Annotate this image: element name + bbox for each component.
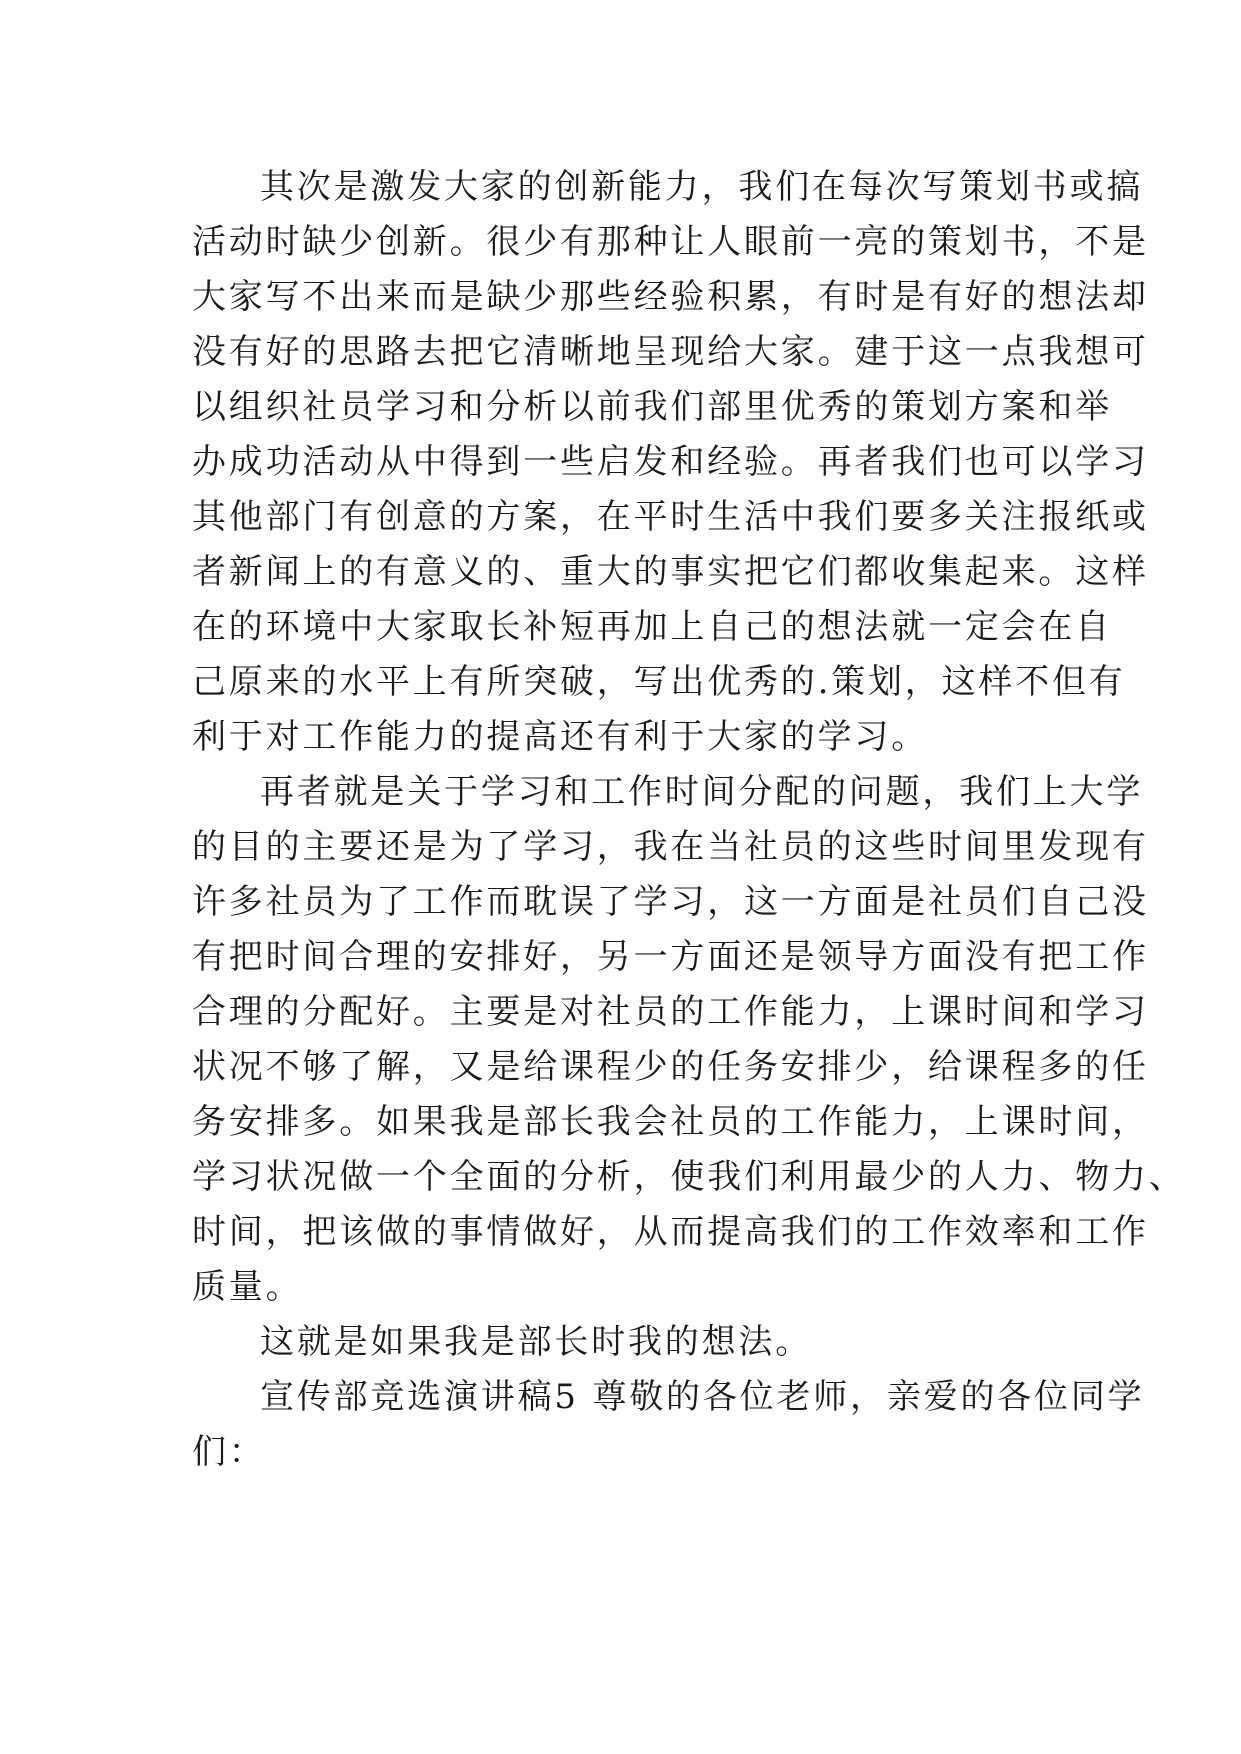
text-line: 许多社员为了工作而耽误了学习，这一方面是社员们自己没: [192, 882, 1149, 922]
document-body: [192, 160, 1186, 1480]
text-line: 在的环境中大家取长补短再加上自己的想法就一定会在自: [192, 607, 1112, 647]
text-line: 办成功活动从中得到一些启发和经验。再者我们也可以学习: [192, 442, 1149, 482]
text-line: 己原来的水平上有所突破，写出优秀的.策划，这样不但有: [192, 662, 1126, 702]
text-line: 学习状况做一个全面的分析，使我们利用最少的人力、物力、: [192, 1157, 1186, 1197]
text-line: 宣传部竞选演讲稿5 尊敬的各位老师，亲爱的各位同学: [260, 1377, 1145, 1417]
text-line: 再者就是关于学习和工作时间分配的问题，我们上大学: [260, 772, 1144, 812]
text-line: 大家写不出来而是缺少那些经验积累，有时是有好的想法却: [192, 277, 1149, 317]
text-line: 活动时缺少创新。很少有那种让人眼前一亮的策划书，不是: [192, 222, 1149, 262]
text-line: 合理的分配好。主要是对社员的工作能力，上课时间和学习: [192, 992, 1149, 1032]
text-line: 其次是激发大家的创新能力，我们在每次写策划书或搞: [260, 167, 1144, 207]
text-line: 没有好的思路去把它清晰地呈现给大家。建于这一点我想可: [192, 332, 1149, 372]
text-line: 以组织社员学习和分析以前我们部里优秀的策划方案和举: [192, 387, 1112, 427]
text-line: 时间，把该做的事情做好，从而提高我们的工作效率和工作: [192, 1212, 1149, 1252]
text-line: 这就是如果我是部长时我的想法。: [260, 1322, 812, 1362]
text-line: 质量。: [192, 1267, 303, 1307]
text-line: 们：: [192, 1432, 266, 1472]
text-line: 有把时间合理的安排好，另一方面还是领导方面没有把工作: [192, 937, 1149, 977]
text-line: 状况不够了解，又是给课程少的任务安排少，给课程多的任: [192, 1047, 1149, 1087]
text-line: 者新闻上的有意义的、重大的事实把它们都收集起来。这样: [192, 552, 1149, 592]
text-line: 利于对工作能力的提高还有利于大家的学习。: [192, 717, 928, 757]
text-line: 其他部门有创意的方案，在平时生活中我们要多关注报纸或: [192, 497, 1149, 537]
text-line: 的目的主要还是为了学习，我在当社员的这些时间里发现有: [192, 827, 1149, 867]
text-line: 务安排多。如果我是部长我会社员的工作能力，上课时间，: [192, 1102, 1149, 1142]
